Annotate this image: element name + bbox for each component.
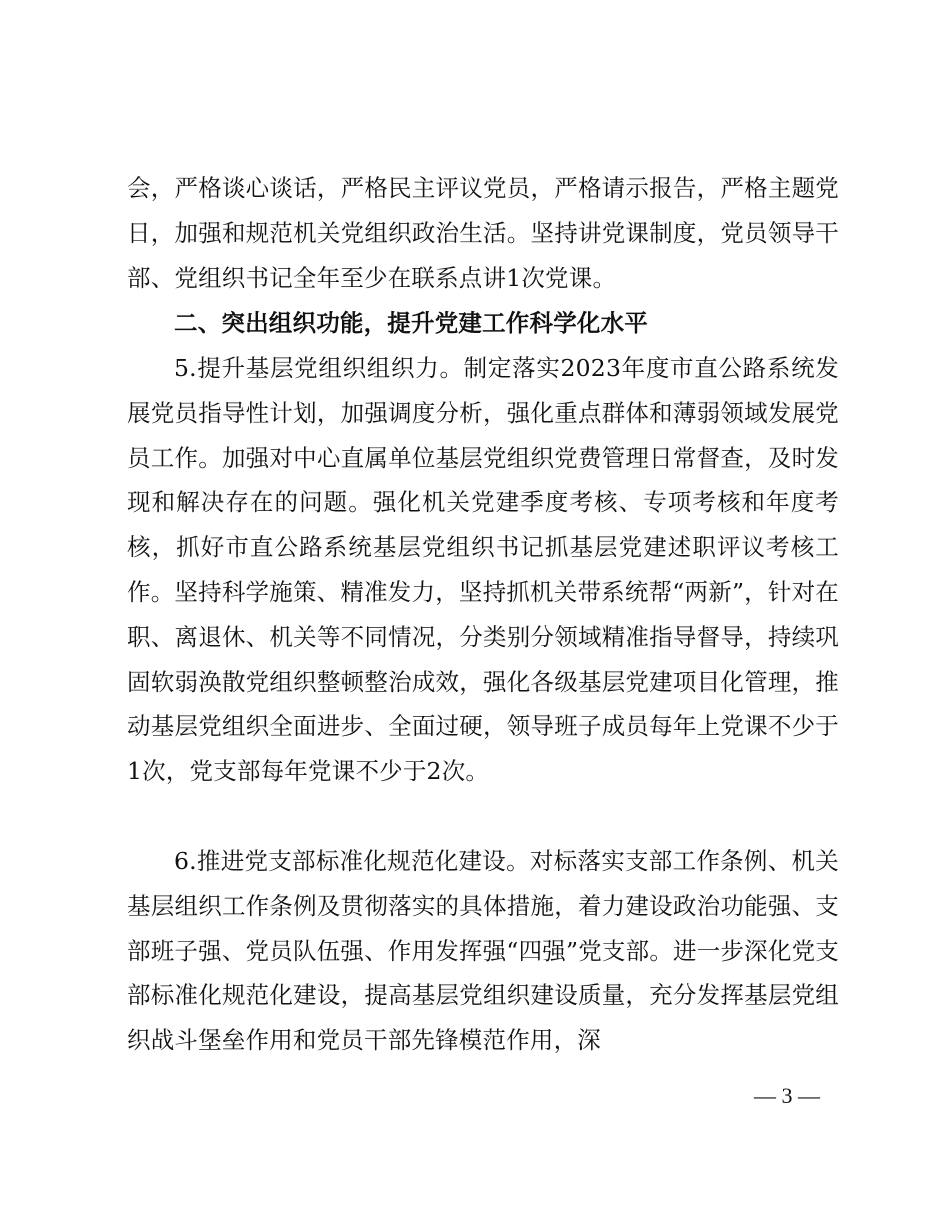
paragraph-item-6-branch-standardization: 6.推进党支部标准化规范化建设。对标落实支部工作条例、机关基层组织工作条例及贯彻落实的具体措施，着力建设政治功能强、支部班子强、党员队伍强、作用发挥强“四强”党支部。进一步深化党支部标准化规范化建设，提高基层党组织建设质量，充分发挥基层党组织战斗堡垒作用和党员干部先锋模范作用，深	[127, 847, 839, 1055]
paragraph-party-life-continued: 会，严格谈心谈话，严格民主评议党员，严格请示报告，严格主题党日，加强和规范机关党组织政治生活。坚持讲党课制度，党员领导干部、党组织书记全年至少在联系点讲1次党课。	[127, 174, 839, 292]
section-heading-organization-function: 二、突出组织功能，提升党建工作科学化水平	[174, 309, 648, 337]
paragraph-item-5-organizational-capacity: 5.提升基层党组织组织力。制定落实2023年度市直公路系统发展党员指导性计划，加强调度分析，强化重点群体和薄弱领域发展党员工作。加强对中心直属单位基层党组织党费管理日常督查，及时发现和解决存在的问题。强化机关党建季度考核、专项考核和年度考核，抓好市直公路系统基层党组织书记抓基层党建述职评议考核工作。坚持科学施策、精准发力，坚持抓机关带系统帮“两新”，针对在职、离退休、机关等不同情况，分类别分领域精准指导督导，持续巩固软弱涣散党组织整顿整治成效，强化各级基层党建项目化管理，推动基层党组织全面进步、全面过硬，领导班子成员每年上党课不少于1次，党支部每年党课不少于2次。	[127, 354, 839, 786]
page-number: — 3 —	[754, 1083, 820, 1108]
